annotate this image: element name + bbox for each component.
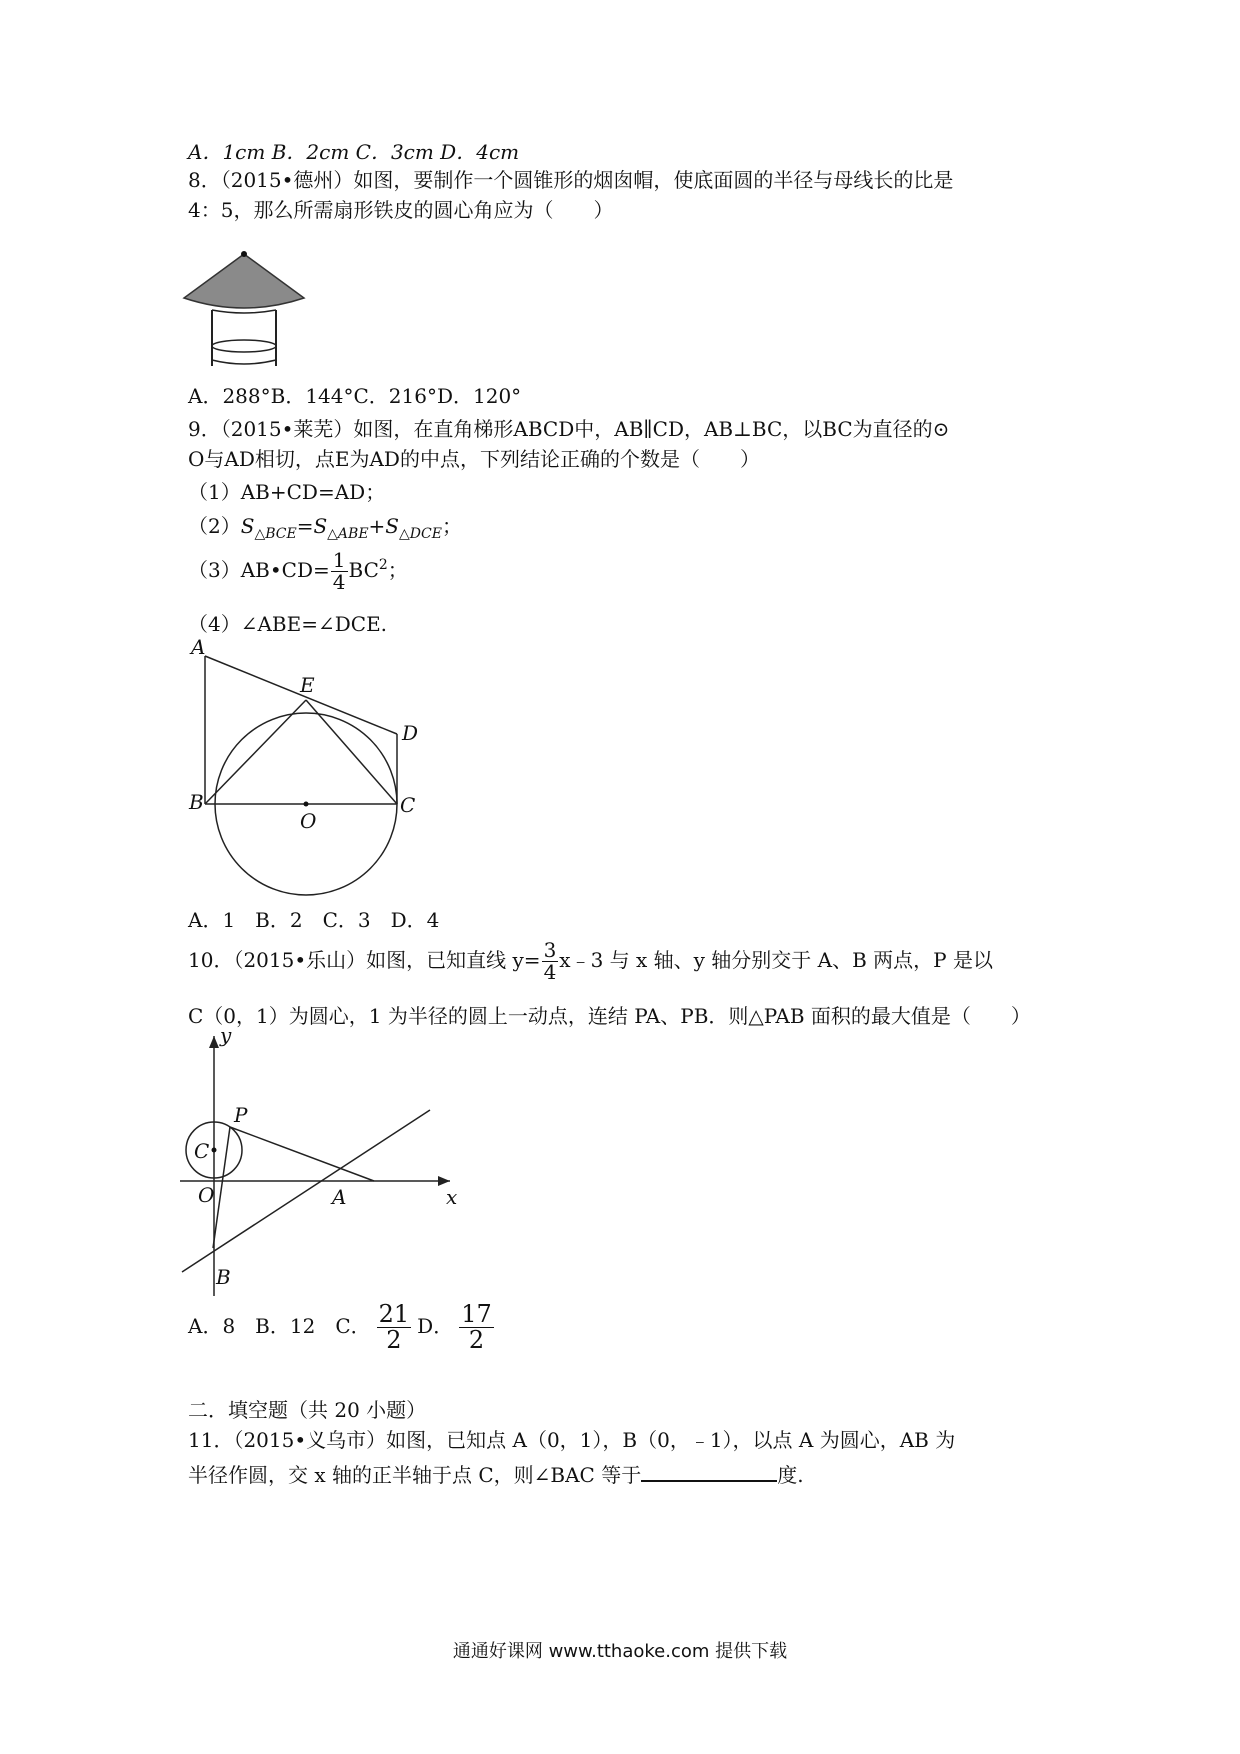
q10-label-o: O [198,1183,215,1207]
q9-label-o: O [300,809,317,833]
section2-title: 二．填空题（共 20 小题） [188,1398,427,1422]
q8-line1: 8．（2015•德州）如图，要制作一个圆锥形的烟囱帽，使底面圆的半径与母线长的比是 [188,168,954,192]
page-footer: 通通好课网 www.tthaoke.com 提供下载 [452,1641,788,1662]
q9-options: A．1 B．2 C．3 D．4 [188,908,440,932]
q9-line1: 9．（2015•莱芜）如图，在直角梯形ABCD中，AB∥CD，AB⊥BC，以BC为直径的⊙ [188,417,950,441]
q9-label-a: A [191,635,206,659]
q11-answer-blank[interactable] [641,1462,777,1482]
q9-statement-1: （1）AB+CD=AD； [188,480,386,504]
q10-coordinate-figure [186,1023,476,1304]
q11-line1: 11．（2015•义乌市）如图，已知点 A（0，1），B（0，﹣1），以点 A 为圆心，AB 为 [188,1428,956,1452]
q10-label-b: B [216,1265,231,1289]
q9-trapezoid-circle-figure [186,635,426,920]
q8-chimney-cap-figure [186,250,366,380]
q10-label-a: A [332,1185,347,1209]
q9-statement-3: （3）AB•CD= $\frac{1}{4}$ $BC^2$； [188,548,408,594]
q9-statement-2: $(2)S_{\triangle BCE}=S_{\triangle ABE}+S_{\triangle DCE}$； [188,514,462,542]
q10-line2: C（0，1）为圆心，1 为半径的圆上一动点，连结 PA、PB．则△PAB 面积的最大值是（ ） [188,1004,1031,1028]
q10-label-x: x [446,1185,458,1209]
q10-label-y: y [220,1023,232,1047]
q9-label-c: C [400,793,416,817]
q8-options: A．288°B．144°C．216°D．120° [188,384,522,408]
q9-label-b: B [189,790,204,814]
q9-statement-4: （4）∠ABE=∠DCE. [188,612,388,636]
q10-label-c: C [194,1139,210,1163]
q8-line2: 4：5，那么所需扇形铁皮的圆心角应为（ ） [188,198,614,222]
q10-line1: 10．（2015•乐山）如图，已知直线 y= $\frac{3}{4}$ x﹣3 与 x 轴、y 轴分别交于 A、B 两点，P 是以 [188,938,993,984]
q9-label-d: D [402,721,419,745]
q7-options: A．1cm B．2cm C．3cm D．4cm [188,140,520,164]
q9-line2: O与AD相切，点E为AD的中点，下列结论正确的个数是（ ） [188,447,760,471]
q9-label-e: E [300,673,315,697]
q10-options: A．8 B．12 C． $\frac{21}{2}$ D． $\frac{17}{2}$ [188,1299,492,1354]
q10-label-p: P [234,1103,248,1127]
q11-line2: 半径作圆，交 x 轴的正半轴于点 C，则∠BAC 等于 度. [188,1463,804,1487]
